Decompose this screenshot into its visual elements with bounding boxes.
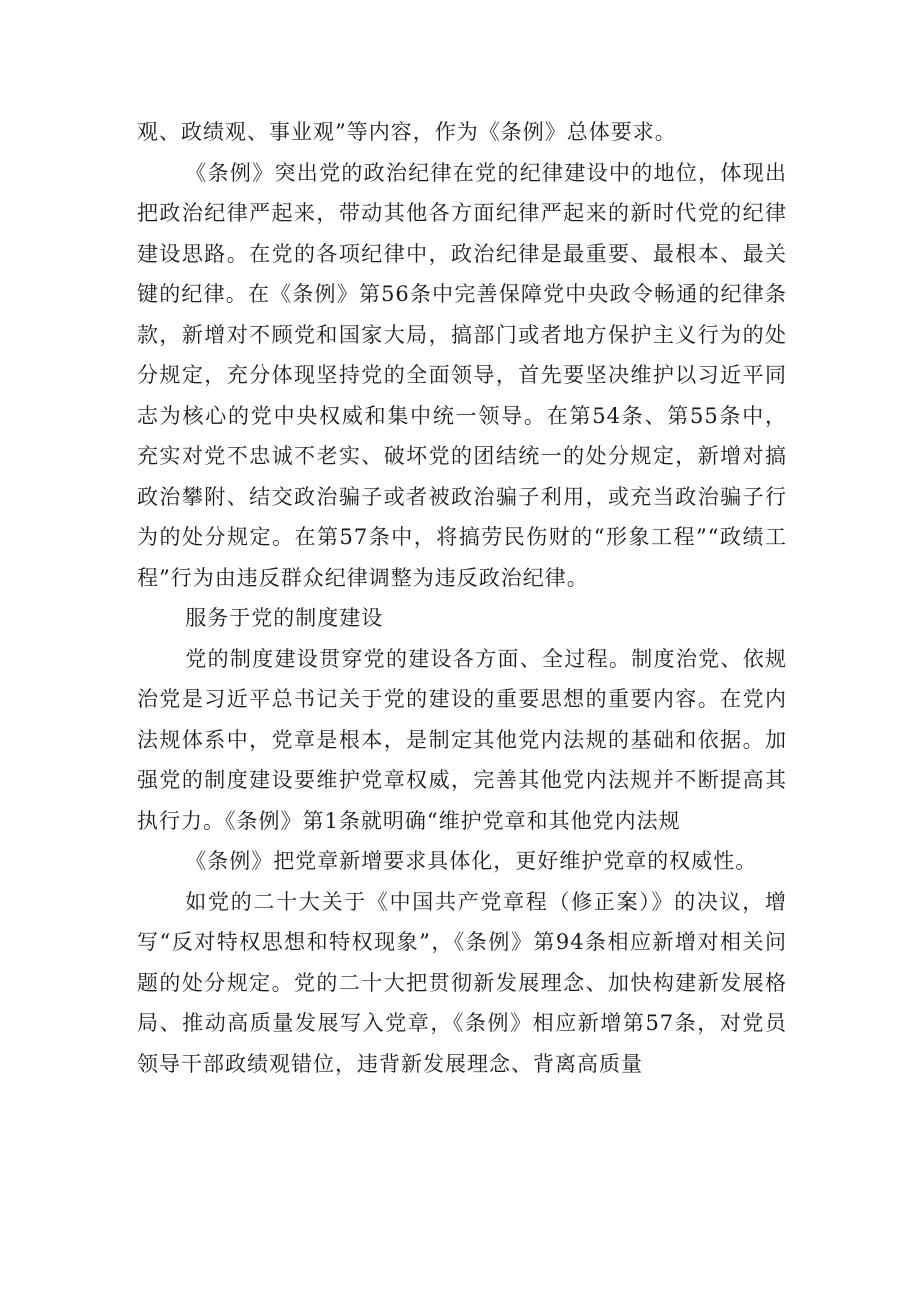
paragraph-continuation: 观、政绩观、事业观”等内容，作为《条例》总体要求。 [137,120,677,144]
document-body [137,112,787,1084]
paragraph-party-constitution: 《条例》把党章新增要求具体化，更好维护党章的权威性。 [185,849,758,873]
section-heading: 服务于党的制度建设 [185,606,384,630]
paragraph-institution-building: 党的制度建设贯穿党的建设各方面、全过程。制度治党、依规治党是习近平总书记关于党的建设的重要思想的重要内容。在党内法规体系中，党章是根本，是制定其他党内法规的基础和依据。加强党的制度建设要维护党章权威，完善其他党内法规并不断提高其执行力。《条例》第1条就明确“维护党章和其他党内法规 [137,646,787,833]
paragraph-political-discipline: 《条例》突出党的政治纪律在党的纪律建设中的地位，体现出把政治纪律严起来，带动其他各方面纪律严起来的新时代党的纪律建设思路。在党的各项纪律中，政治纪律是最重要、最根本、最关键的纪律。在《条例》第56条中完善保障党中央政令畅通的纪律条款，新增对不顾党和国家大局，搞部门或者地方保护主义行为的处分规定，充分体现坚持党的全面领导，首先要坚决维护以习近平同志为核心的党中央权威和集中统一领导。在第54条、第55条中，充实对党不忠诚不老实、破坏党的团结统一的处分规定，新增对搞政治攀附、结交政治骗子或者被政治骗子利用，或充当政治骗子行为的处分规定。在第57条中，将搞劳民伤财的“形象工程”“政绩工程”行为由违反群众纪律调整为违反政治纪律。 [137,160,787,590]
paragraph-twentieth-congress: 如党的二十大关于《中国共产党章程（修正案）》的决议，增写“反对特权思想和特权现象”，《条例》第94条相应新增对相关问题的处分规定。党的二十大把贯彻新发展理念、加快构建新发展格局、推动高质量发展写入党章，《条例》相应新增第57条，对党员领导干部政绩观错位，违背新发展理念、背离高质量 [137,889,787,1076]
